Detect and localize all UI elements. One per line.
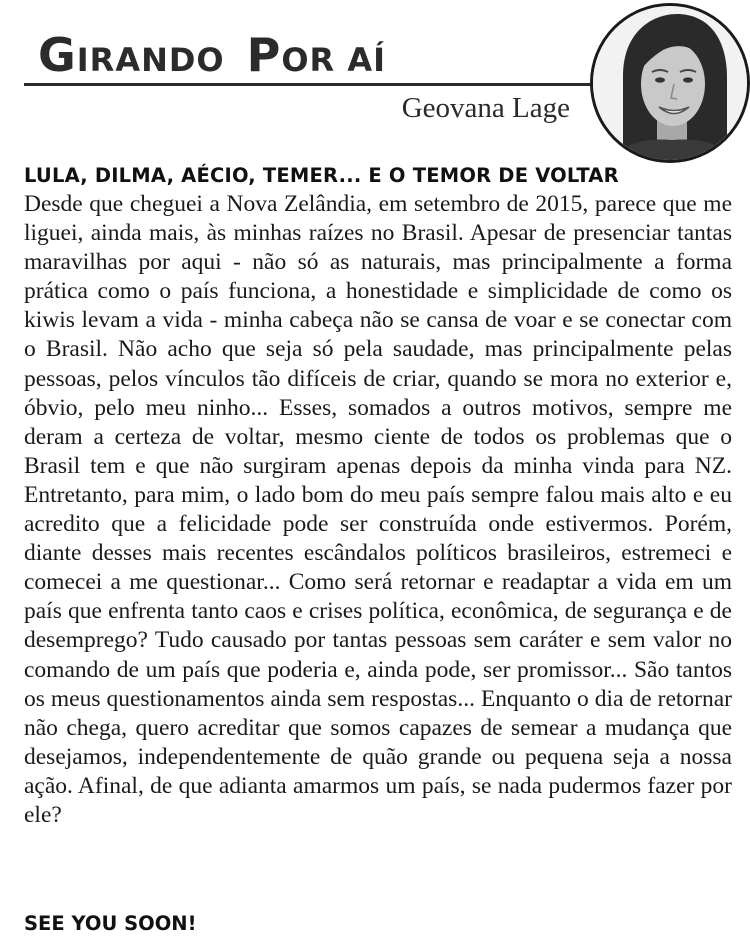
article-body: Desde que cheguei a Nova Zelândia, em setembro de 2015, parece que me liguei, ainda mais, às minhas raízes no Brasil. Apesar de presenciar tantas maravilhas por aqui - não só as naturais, mas principalmente a forma prática como o país funciona, a honestidade e simplicidade de como os kiwis levam a vida - minha cabeça não se cansa de voar e se conectar com o Brasil. Não acho que seja só pela saudade, mas principalmente pelas pessoas, pelos vínculos tão difíceis de criar, quando se mora no exterior e, óbvio, pelo meu ninho... Esses, somados a outros motivos, sempre me deram a certeza de voltar, mesmo ciente de todos os problemas que o Brasil tem e que não surgiram apenas depois da minha vinda para NZ. Entretanto, para mim, o lado bom do meu país sempre falou mais alto e eu acredito que a felicidade pode ser construída onde estivermos. Porém, diante desses mais recentes escândalos políticos brasileiros, estremeci e comecei a me questionar... Como será retornar e readaptar a vida em um país que enfrenta tanto caos e crises política, econômica, de segurança e de desemprego? Tudo causado por tantas pessoas sem caráter e sem valor no comando de um país que poderia e, ainda pode, ser promissor... São tantos os meus questionamentos ainda sem respostas... Enquanto o dia de retornar não chega, quero acreditar que somos capazes de semear a mudança que desejamos, independentemente de quão grande ou pequena seja a nossa ação. Afinal, de que adianta amarmos um país, se nada pudermos fazer por ele? bbox=[24, 191, 732, 828]
author-portrait-image bbox=[593, 6, 747, 160]
article-headline: LULA, DILMA, AÉCIO, TEMER... E O TEMOR DE VOLTAR bbox=[24, 164, 619, 187]
author-name: Geovana Lage bbox=[401, 92, 570, 124]
column-header bbox=[0, 0, 750, 165]
column-title bbox=[38, 28, 386, 82]
column-title-word-1: IRANDO bbox=[76, 41, 225, 79]
article-closing: SEE YOU SOON! bbox=[24, 912, 197, 935]
header-rule bbox=[24, 83, 596, 86]
column-title-initial-2: P bbox=[246, 28, 282, 82]
author-photo bbox=[590, 3, 750, 163]
column-title-initial-1: G bbox=[38, 28, 77, 82]
column-title-word-2: OR AÍ bbox=[281, 41, 386, 79]
